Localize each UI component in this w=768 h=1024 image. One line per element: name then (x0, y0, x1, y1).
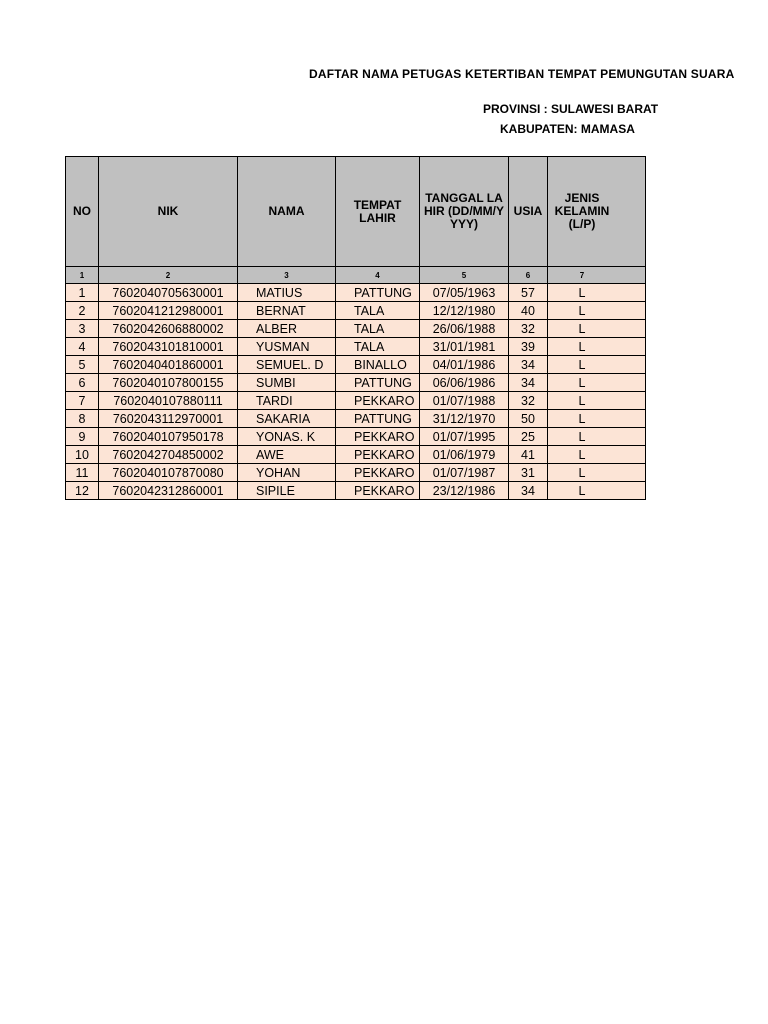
province-label: PROVINSI : SULAWESI BARAT (483, 102, 659, 116)
cell-jenis-kelamin: L (548, 482, 646, 500)
table-row (66, 410, 646, 428)
table-row (66, 464, 646, 482)
cell-nama: SIPILE (238, 482, 336, 500)
cell-tanggal-lahir: 12/12/1980 (420, 302, 509, 320)
table-row (66, 356, 646, 374)
cell-nik: 7602043101810001 (99, 338, 238, 356)
cell-usia: 34 (509, 356, 548, 374)
cell-nama: YONAS. K (238, 428, 336, 446)
cell-no: 3 (66, 320, 99, 338)
cell-usia: 40 (509, 302, 548, 320)
cell-tempat-lahir: PEKKARO (336, 482, 420, 500)
cell-no: 6 (66, 374, 99, 392)
col-number: 1 (66, 267, 99, 284)
cell-no: 7 (66, 392, 99, 410)
cell-nama: YOHAN (238, 464, 336, 482)
cell-nama: SEMUEL. D (238, 356, 336, 374)
cell-tanggal-lahir: 01/07/1987 (420, 464, 509, 482)
cell-nik: 7602040107950178 (99, 428, 238, 446)
cell-jenis-kelamin: L (548, 446, 646, 464)
cell-usia: 57 (509, 284, 548, 302)
table-row (66, 338, 646, 356)
cell-usia: 34 (509, 482, 548, 500)
cell-tempat-lahir: PEKKARO (336, 428, 420, 446)
cell-jenis-kelamin: L (548, 320, 646, 338)
col-number: 6 (509, 267, 548, 284)
col-jenis-kelamin-header (548, 157, 646, 267)
cell-nik: 7602040401860001 (99, 356, 238, 374)
table-row (66, 392, 646, 410)
cell-usia: 31 (509, 464, 548, 482)
cell-nama: SAKARIA (238, 410, 336, 428)
col-number (548, 267, 646, 284)
cell-tempat-lahir: PEKKARO (336, 464, 420, 482)
cell-jenis-kelamin: L (548, 356, 646, 374)
cell-tanggal-lahir: 31/01/1981 (420, 338, 509, 356)
cell-usia: 32 (509, 392, 548, 410)
cell-tempat-lahir: BINALLO (336, 356, 420, 374)
cell-jenis-kelamin: L (548, 392, 646, 410)
col-usia-header: USIA (509, 157, 548, 267)
officer-table (65, 156, 646, 500)
col-number: 4 (336, 267, 420, 284)
cell-tempat-lahir: PEKKARO (336, 446, 420, 464)
cell-tempat-lahir: PATTUNG (336, 410, 420, 428)
col-no-header: NO (66, 157, 99, 267)
table-row (66, 284, 646, 302)
cell-no: 10 (66, 446, 99, 464)
cell-nama: BERNAT (238, 302, 336, 320)
cell-jenis-kelamin: L (548, 302, 646, 320)
cell-tanggal-lahir: 31/12/1970 (420, 410, 509, 428)
cell-tanggal-lahir: 06/06/1986 (420, 374, 509, 392)
col-nama-header: NAMA (238, 157, 336, 267)
col-number: 5 (420, 267, 509, 284)
cell-no: 2 (66, 302, 99, 320)
cell-jenis-kelamin: L (548, 410, 646, 428)
cell-nik: 7602040705630001 (99, 284, 238, 302)
col-tanggal-lahir-header: TANGGAL LAHIR (DD/MM/YYYY) (420, 157, 509, 267)
regency-label: KABUPATEN: MAMASA (500, 122, 635, 136)
cell-tempat-lahir: PATTUNG (336, 374, 420, 392)
cell-usia: 39 (509, 338, 548, 356)
table-row (66, 302, 646, 320)
cell-jenis-kelamin: L (548, 284, 646, 302)
cell-tanggal-lahir: 01/06/1979 (420, 446, 509, 464)
cell-no: 11 (66, 464, 99, 482)
col-number-label: 7 (579, 270, 585, 280)
cell-nik: 7602040107800155 (99, 374, 238, 392)
cell-tanggal-lahir: 04/01/1986 (420, 356, 509, 374)
cell-nik: 7602041212980001 (99, 302, 238, 320)
cell-jenis-kelamin: L (548, 338, 646, 356)
cell-usia: 34 (509, 374, 548, 392)
cell-nama: MATIUS (238, 284, 336, 302)
cell-tanggal-lahir: 01/07/1995 (420, 428, 509, 446)
col-nik-header: NIK (99, 157, 238, 267)
table-row (66, 320, 646, 338)
cell-nama: ALBER (238, 320, 336, 338)
cell-jenis-kelamin: L (548, 428, 646, 446)
cell-nik: 7602042312860001 (99, 482, 238, 500)
table-row (66, 374, 646, 392)
cell-tanggal-lahir: 23/12/1986 (420, 482, 509, 500)
cell-no: 1 (66, 284, 99, 302)
col-tempat-lahir-header: TEMPAT LAHIR (336, 157, 420, 267)
col-number: 2 (99, 267, 238, 284)
cell-no: 9 (66, 428, 99, 446)
cell-usia: 25 (509, 428, 548, 446)
cell-no: 12 (66, 482, 99, 500)
col-jenis-kelamin-label: JENIS KELAMIN (L/P) (554, 191, 610, 231)
header-row (66, 157, 646, 267)
cell-tanggal-lahir: 01/07/1988 (420, 392, 509, 410)
cell-nama: TARDI (238, 392, 336, 410)
cell-usia: 32 (509, 320, 548, 338)
cell-usia: 41 (509, 446, 548, 464)
cell-tanggal-lahir: 07/05/1963 (420, 284, 509, 302)
cell-tempat-lahir: PATTUNG (336, 284, 420, 302)
document-title: DAFTAR NAMA PETUGAS KETERTIBAN TEMPAT PEMUNGUTAN SUARA (309, 67, 735, 81)
cell-nik: 7602042606880002 (99, 320, 238, 338)
cell-nama: AWE (238, 446, 336, 464)
cell-nik: 7602042704850002 (99, 446, 238, 464)
cell-usia: 50 (509, 410, 548, 428)
cell-no: 8 (66, 410, 99, 428)
cell-nama: YUSMAN (238, 338, 336, 356)
table-row (66, 482, 646, 500)
cell-jenis-kelamin: L (548, 374, 646, 392)
table-row (66, 428, 646, 446)
cell-tempat-lahir: TALA (336, 320, 420, 338)
cell-tempat-lahir: PEKKARO (336, 392, 420, 410)
table-row (66, 446, 646, 464)
cell-jenis-kelamin: L (548, 464, 646, 482)
col-number: 3 (238, 267, 336, 284)
cell-nik: 7602043112970001 (99, 410, 238, 428)
cell-tanggal-lahir: 26/06/1988 (420, 320, 509, 338)
cell-nik: 7602040107880111 (99, 392, 238, 410)
cell-tempat-lahir: TALA (336, 338, 420, 356)
cell-no: 5 (66, 356, 99, 374)
cell-nik: 7602040107870080 (99, 464, 238, 482)
cell-nama: SUMBI (238, 374, 336, 392)
cell-tempat-lahir: TALA (336, 302, 420, 320)
cell-no: 4 (66, 338, 99, 356)
column-number-row (66, 267, 646, 284)
